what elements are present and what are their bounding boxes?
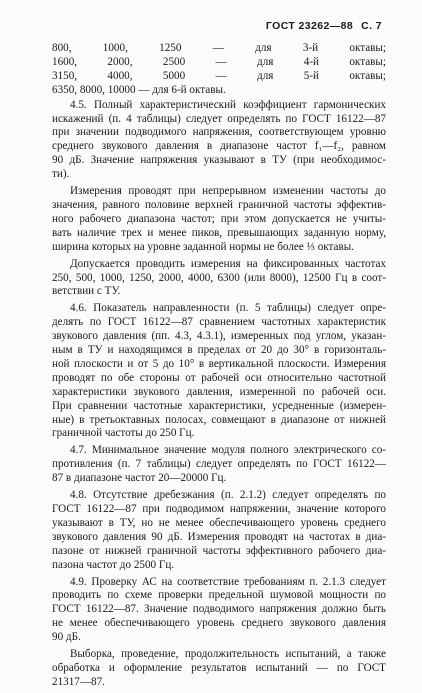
text-line: 4.5. Полный характеристический коэффициент гармонических [70,98,386,111]
text-line: искажений (п. 4 таблицы) следует определять по ГОСТ 16122—87 [52,112,386,125]
text-line: обработка и оформление результатов испытаний — по ГОСТ [52,661,386,674]
text-line: 4.9. Проверку АС на соответствие требованиям п. 2.1.3 следует [70,575,386,588]
text-line: 4.8. Отсутствие дребезжания (п. 2.1.2) следует определять по [70,489,386,502]
page-header [266,20,382,32]
text-line: характеристики звукового давления, измеренной по рабочей оси. [52,385,386,398]
text-line: 87 в диапазоне частот 20—20000 Гц. [52,472,227,485]
text-line: ГОСТ 16122—87. Значение подводимого напряжения должно быть [52,603,386,616]
text-line: пазона частот до 2500 Гц. [52,558,175,571]
paragraph-fixed-frequencies [52,258,386,300]
text-line: звукового давления 90 дБ. Измерения проводят на частотах в диа- [52,530,386,543]
paragraph-octave-list [52,42,386,98]
text-line: указывают в ТУ, но не менее обеспечивающего уровень среднего [52,516,386,529]
paragraph-4-7 [52,444,386,486]
document-body [52,42,386,693]
text-line: 3150, 4000, 5000 — для 5-й октавы; [52,69,386,82]
paragraph-measurement-conditions [52,185,386,255]
text-line: 4.6. Показатель направленности (п. 5 таблицы) следует опре- [70,302,386,315]
text-line: вать наличие трех и менее пиков, превышающих заданную норму, [52,226,386,239]
text-line: пазоне от нижней граничной частоты эффективного рабочего диа- [52,544,386,557]
paragraph-4-5 [52,99,386,182]
text-line: 4.7. Минимальное значение модуля полного электрического со- [70,444,386,457]
text-line: 6350, 8000, 10000 — для 6-й октавы. [52,83,226,96]
text-line: противления (п. 7 таблицы) следует определять по ГОСТ 16122— [52,458,386,471]
text-line: проводят по обе стороны от рабочей оси относительно частотной [52,371,386,384]
text-line: ного рабочего диапазона частот; при этом допускается не учиты- [52,212,386,225]
text-line: 90 дБ. [52,631,81,644]
text-line: при значении подводимого напряжения, соответствующем уровню [52,126,386,139]
text-line: 800, 1000, 1250 — для 3-й октавы; [52,42,386,54]
paragraph-final [52,648,386,690]
text-line: Допускается проводить измерения на фиксированных частотах [70,257,386,270]
text-line: ной плоскости и от 5 до 10° в вертикальной плоскости. Измерения [52,357,386,370]
paragraph-4-6 [52,302,386,441]
text-line: граничной частоты до 250 Гц. [52,427,195,440]
standard-number: ГОСТ 23262—88 [265,20,354,32]
text-line: Измерения проводят при непрерывном изменении частоты до [70,185,386,198]
text-line: ширина которых на уровне заданной нормы не более ⅓ октавы. [52,240,355,253]
text-line: ные) в третьоктавных полосах, совмещают в диапазоне от нижней [52,413,386,426]
text-line: делять по ГОСТ 16122—87 сравнением частотных характеристик [52,316,386,329]
text-line: 250, 500, 1000, 1250, 2000, 4000, 6300 (или 8000), 12500 Гц в соот- [52,271,386,284]
text-line: среднего звукового давления в диапазоне частот f₁—f₂, равном [52,140,386,153]
text-line: ГОСТ 16122—87 при подводимом напряжении, значение которого [52,503,386,515]
text-line: ти). [52,168,70,181]
text-line: Выборка, проведение, продолжительность испытаний, а также [70,648,386,661]
text-line: ным в ТУ и находящимся в пределах от 20 до 30° в горизонталь- [52,344,386,357]
page-number: С. 7 [361,20,382,32]
paragraph-4-8 [52,489,386,572]
paragraph-4-9 [52,576,386,646]
text-line: не менее обеспечивающего уровень среднего звукового давления [52,617,386,630]
text-line: ветствии с ТУ. [52,285,121,298]
text-line: При сравнении частотные характеристики, усредненные (измерен- [52,399,386,412]
text-line: 90 дБ. Значение напряжения указывают в ТУ (при необходимос- [52,154,386,167]
text-line: 1600, 2000, 2500 — для 4-й октавы; [52,55,386,68]
text-line: проводить по схеме проверки предельной шумовой мощности по [52,589,386,602]
text-line: 21317—87. [52,675,105,688]
text-line: звукового давления (пп. 4.3, 4.3.1), измеренных под углом, указан- [52,330,386,343]
text-line: значения, равного половине верхней граничной частоты эффектив- [52,198,386,211]
